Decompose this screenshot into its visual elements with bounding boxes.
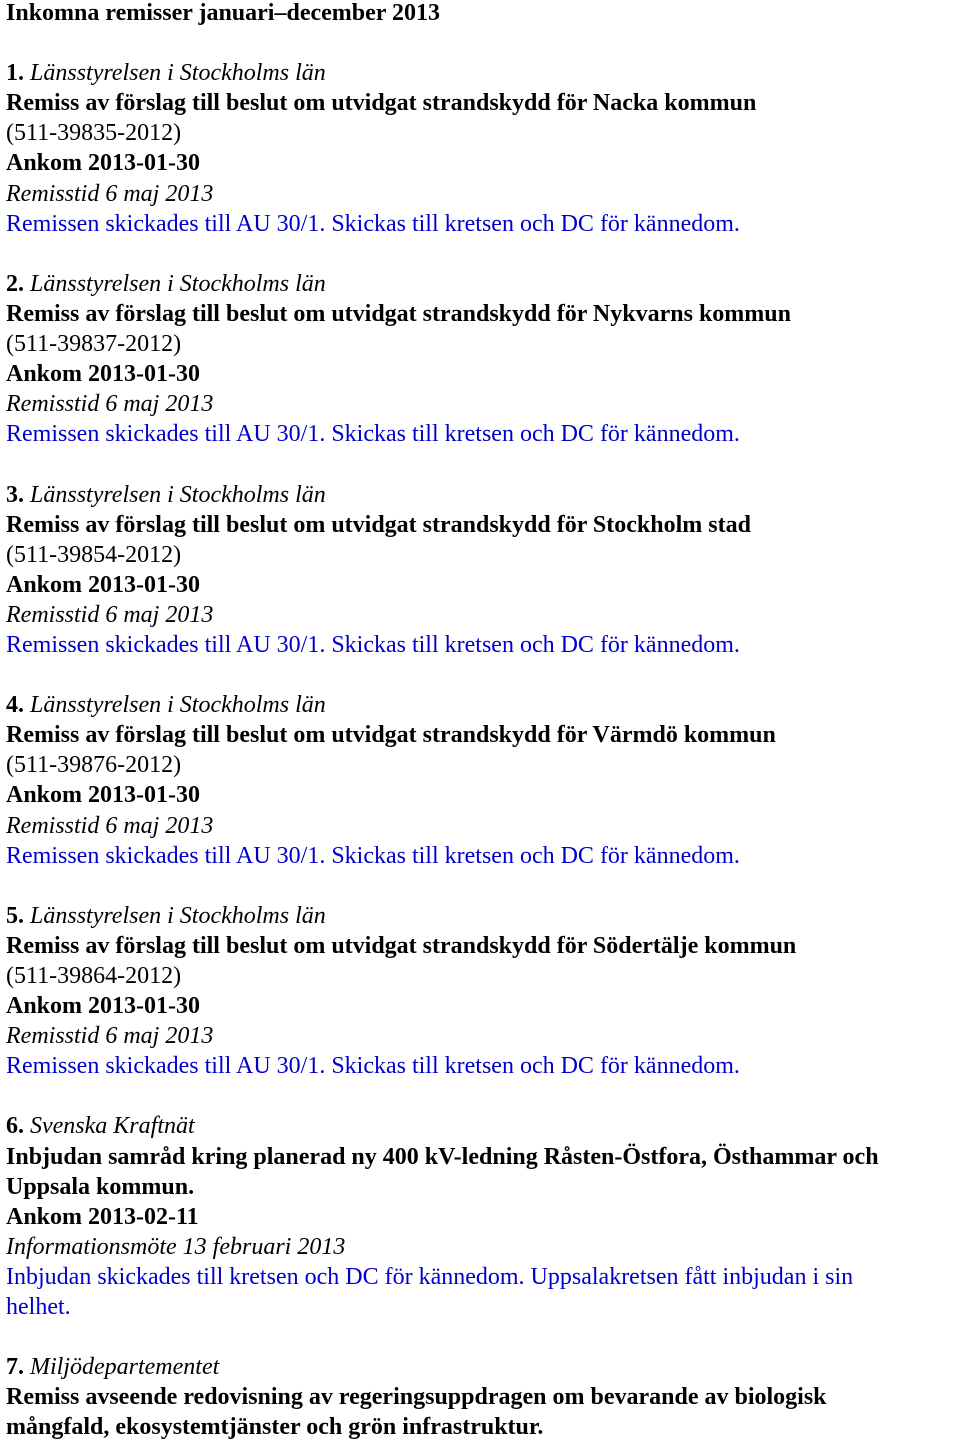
item-subject-line-1: Inbjudan samråd kring planerad ny 400 kV-ledning Råsten-Östfora, Östhammar och [6,1143,879,1170]
item-sender: Svenska Kraftnät [30,1113,195,1140]
item-reference: (511-39864-2012) [6,963,182,989]
item-note: Remissen skickades till AU 30/1. Skickas till kretsen och DC för kännedom. [6,631,740,658]
item-received: Ankom 2013-01-30 [6,150,201,177]
item-received: Ankom 2013-01-30 [6,571,201,598]
item-note: Remissen skickades till AU 30/1. Skickas till kretsen och DC för kännedom. [6,1053,740,1080]
item-subject: Remiss av förslag till beslut om utvidgat strandskydd för Nykvarns kommun [6,300,791,327]
item-received: Ankom 2013-01-30 [6,993,201,1020]
item-subject: Remiss av förslag till beslut om utvidgat strandskydd för Södertälje kommun [6,932,797,959]
remiss-item-7 [6,1352,960,1442]
item-received: Ankom 2013-02-11 [6,1203,199,1230]
item-received: Ankom 2013-01-30 [6,782,201,809]
item-sender: Länsstyrelsen i Stockholms län [30,270,326,297]
item-subject: Remiss av förslag till beslut om utvidgat strandskydd för Värmdö kommun [6,722,776,749]
item-subject: Remiss av förslag till beslut om utvidgat strandskydd för Nacka kommun [6,90,757,117]
item-reference: (511-39854-2012) [6,541,182,568]
spacer [6,871,960,901]
item-deadline: Remisstid 6 maj 2013 [6,391,214,418]
item-number: 3. [6,481,24,508]
item-note: Remissen skickades till AU 30/1. Skickas till kretsen och DC för kännedom. [6,842,740,869]
item-reference: (511-39835-2012) [6,120,182,147]
item-received: Ankom 2013-01-30 [6,361,201,388]
item-note-line-2: helhet. [6,1294,71,1321]
remiss-item-3 [6,480,960,661]
item-number: 4. [6,692,24,719]
spacer [6,28,960,58]
item-meeting: Informationsmöte 13 februari 2013 [6,1233,346,1260]
item-sender: Länsstyrelsen i Stockholms län [30,481,326,508]
item-number: 2. [6,270,24,297]
item-sender: Länsstyrelsen i Stockholms län [30,902,326,929]
item-number: 5. [6,902,24,929]
item-deadline: Remisstid 6 maj 2013 [6,601,214,628]
document [6,0,960,1443]
spacer [6,1081,960,1111]
item-reference: (511-39837-2012) [6,331,182,358]
item-deadline: Remisstid 6 maj 2013 [6,812,214,839]
spacer [6,239,960,269]
item-sender: Miljödepartementet [30,1354,220,1381]
spacer [6,449,960,479]
remiss-item-1 [6,58,960,239]
item-subject-line-1: Remiss avseende redovisning av regeringsuppdragen om bevarande av biologisk [6,1384,827,1411]
item-note: Remissen skickades till AU 30/1. Skickas till kretsen och DC för kännedom. [6,421,740,448]
remiss-item-5 [6,901,960,1082]
remiss-item-2 [6,269,960,450]
item-sender: Länsstyrelsen i Stockholms län [30,60,326,87]
item-note: Remissen skickades till AU 30/1. Skickas till kretsen och DC för kännedom. [6,210,740,237]
item-deadline: Remisstid 6 maj 2013 [6,1023,214,1050]
spacer [6,1322,960,1352]
item-number: 7. [6,1354,24,1381]
item-note-line-1: Inbjudan skickades till kretsen och DC för kännedom. Uppsalakretsen fått inbjudan i sin [6,1263,854,1290]
item-number: 1. [6,60,24,87]
document-title: Inkomna remisser januari–december 2013 [6,0,440,26]
item-subject-line-2: mångfald, ekosystemtjänster och grön infrastruktur. [6,1414,544,1441]
item-sender: Länsstyrelsen i Stockholms län [30,692,326,719]
item-number: 6. [6,1113,24,1140]
remiss-item-4 [6,690,960,871]
item-reference: (511-39876-2012) [6,752,182,779]
spacer [6,660,960,690]
item-subject-line-2: Uppsala kommun. [6,1173,195,1200]
item-deadline: Remisstid 6 maj 2013 [6,180,214,207]
remiss-item-6 [6,1111,960,1322]
item-subject: Remiss av förslag till beslut om utvidgat strandskydd för Stockholm stad [6,511,751,538]
